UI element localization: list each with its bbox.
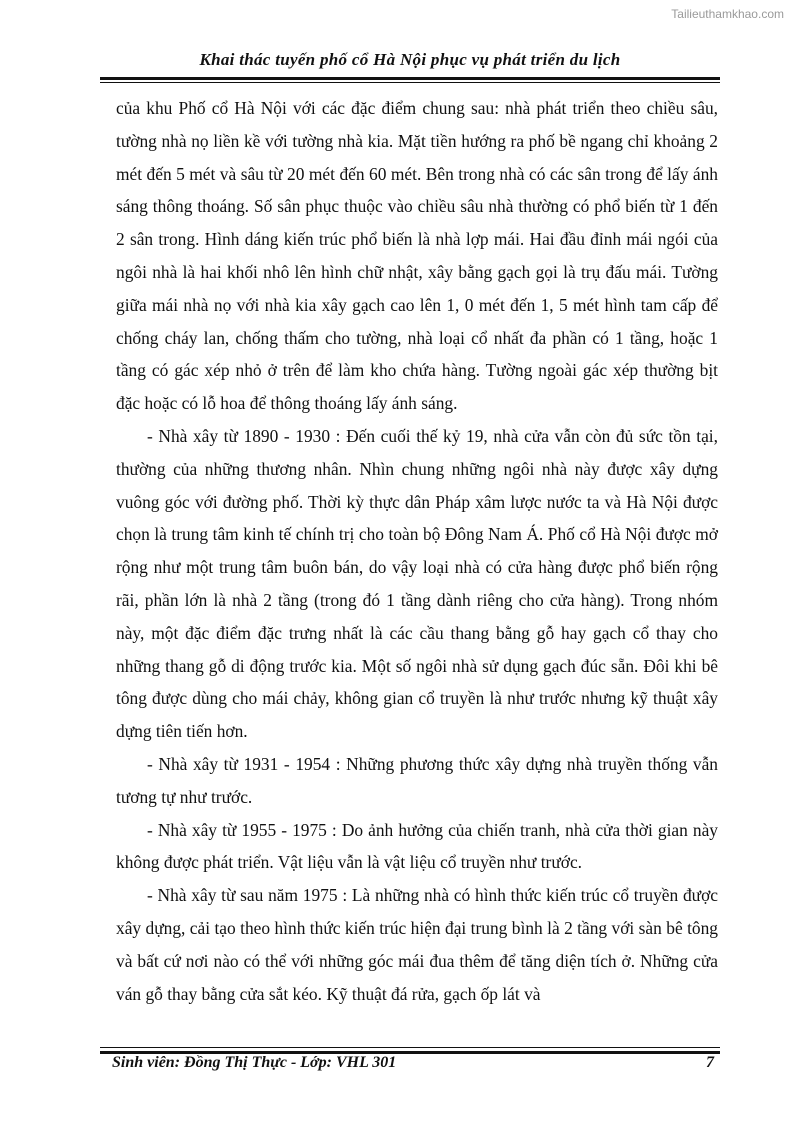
document-body [116,92,718,1010]
footer-author: Sinh viên: Đồng Thị Thực - Lớp: VHL 301 [112,1054,397,1071]
header-divider-thick [100,77,720,80]
header-divider-thin [100,82,720,83]
running-header-title: Khai thác tuyến phố cổ Hà Nội phục vụ phát triển du lịch [199,50,621,69]
page-number: 7 [706,1054,714,1071]
paragraph-1955-1975: - Nhà xây từ 1955 - 1975 : Do ảnh hưởng của chiến tranh, nhà cửa thời gian này không được phát triển. Vật liệu vẫn là vật liệu cổ truyền như trước. [116,819,718,873]
paragraph-1890-1930: - Nhà xây từ 1890 - 1930 : Đến cuối thế kỷ 19, nhà cửa vẫn còn đủ sức tồn tại, thường của những thương nhân. Nhìn chung những ngôi nhà này được xây dựng vuông góc với đường phố. Thời kỳ thực dân Pháp xâm lược nước ta và Hà Nội được chọn là trung tâm kinh tế chính trị cho toàn bộ Đông Nam Á. Phố cổ Hà Nội được mở rộng như một trung tâm buôn bán, do vậy loại nhà có cửa hàng được phổ biến rộng rãi, phần lớn là nhà 2 tầng (trong đó 1 tầng dành riêng cho cửa hàng). Trong nhóm này, một đặc điểm đặc trưng nhất là các cầu thang bằng gỗ hay gạch cổ thay cho những thang gỗ di động trước kia. Một số ngôi nhà sử dụng gạch đúc sẵn. Đôi khi bê tông được dùng cho mái chảy, không gian cổ truyền là như trước nhưng kỹ thuật xây dựng tiên tiến hơn. [116,425,718,742]
footer-divider-thin [100,1047,720,1048]
paragraph-continuation: của khu Phố cổ Hà Nội với các đặc điểm chung sau: nhà phát triển theo chiều sâu, tường nhà nọ liền kề với tường nhà kia. Mặt tiền hướng ra phố bề ngang chỉ khoảng 2 mét đến 5 mét và sâu từ 20 mét đến 60 mét. Bên trong nhà có các sân trong để lấy ánh sáng thông thoáng. Số sân phục thuộc vào chiều sâu nhà thường có phổ biến từ 1 đến 2 sân trong. Hình dáng kiến trúc phổ biến là nhà lợp mái. Hai đầu đỉnh mái ngói của ngôi nhà là hai khối nhô lên hình chữ nhật, xây bằng gạch gọi là trụ đấu mái. Tường giữa mái nhà nọ với nhà kia xây gạch cao lên 1, 0 mét đến 1, 5 mét hình tam cấp để chống cháy lan, chống thấm cho tường, nhà loại cổ nhất đa phần có 1 tầng, hoặc 1 tầng có gác xép nhỏ ở trên để làm kho chứa hàng. Tường ngoài gác xép thường bịt đặc hoặc có lỗ hoa để thông thoáng lấy ánh sáng. [116,98,718,414]
paragraph-1931-1954: - Nhà xây từ 1931 - 1954 : Những phương thức xây dựng nhà truyền thống vẫn tương tự như trước. [116,753,718,807]
watermark-text: Tailieuthamkhao.com [671,7,784,21]
paragraph-after-1975: - Nhà xây từ sau năm 1975 : Là những nhà có hình thức kiến trúc cổ truyền được xây dựng, cải tạo theo hình thức kiến trúc hiện đại trung bình là 2 tầng với sàn bê tông và bất cứ nơi nào có thể với những góc mái đua thêm để tăng diện tích ở. Những cửa ván gỗ thay bằng cửa sắt kéo. Kỹ thuật đá rửa, gạch ốp lát và [116,885,718,1004]
